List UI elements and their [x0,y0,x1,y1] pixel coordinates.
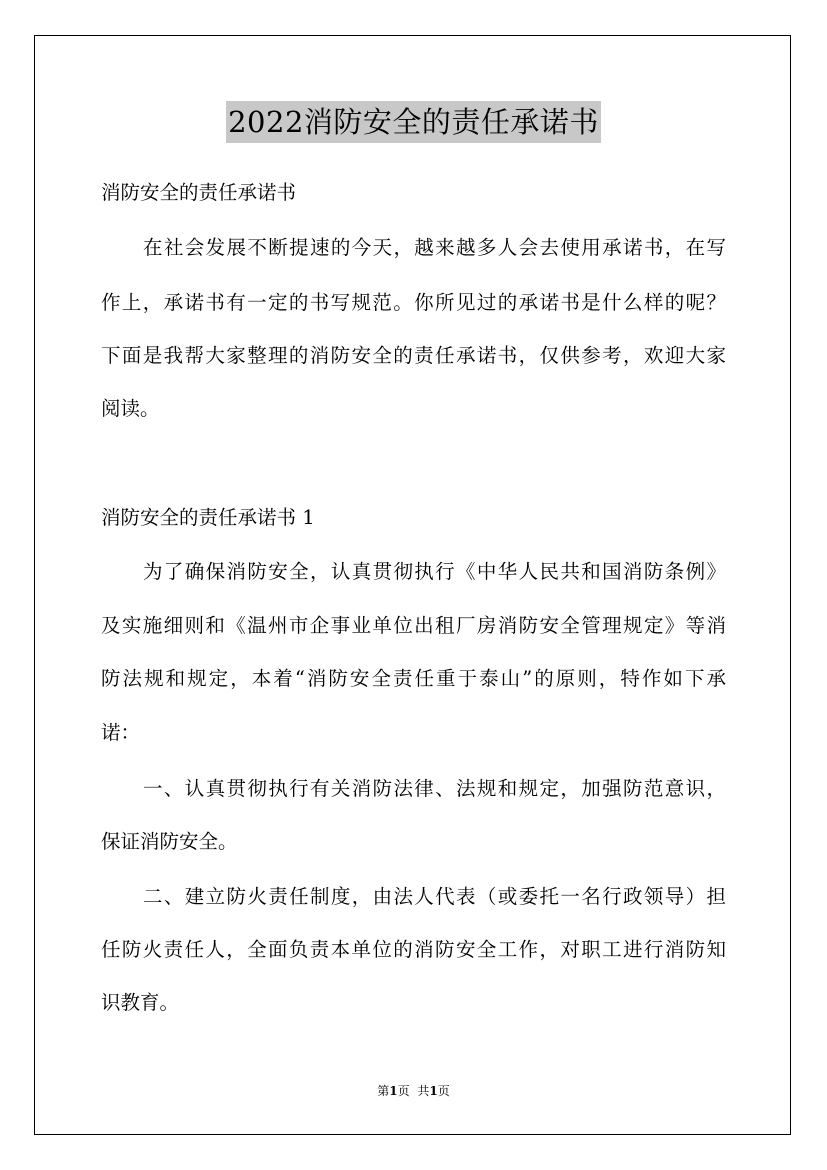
document-title: 2022消防安全的责任承诺书 [226,101,601,143]
body-line: 诺： [101,721,141,744]
item-two-line: 任防火责任人，全面负责本单位的消防安全工作，对职工进行消防知 [101,938,726,961]
item-two-line: 识教育。 [101,991,180,1014]
intro-line: 下面是我帮大家整理的消防安全的责任承诺书，仅供参考，欢迎大家 [101,344,726,367]
intro-line: 作上，承诺书有一定的书写规范。你所见过的承诺书是什么样的呢？ [101,291,726,314]
page-suffix: 页 [397,1084,410,1098]
document-subtitle: 消防安全的责任承诺书 [101,181,297,204]
body-line: 为了确保消防安全，认真贯彻执行《中华人民共和国消防条例》 [143,560,726,583]
item-one-line: 保证消防安全。 [101,830,238,853]
total-prefix: 共 [417,1084,430,1098]
intro-line: 阅读。 [101,397,160,420]
page-prefix: 第 [377,1084,390,1098]
page-number: 1 [389,1084,398,1098]
item-one-line: 一、认真贯彻执行有关消防法律、法规和规定，加强防范意识， [143,777,726,800]
intro-line: 在社会发展不断提速的今天，越来越多人会去使用承诺书，在写 [143,236,726,259]
body-line: 防法规和规定，本着“消防安全责任重于泰山”的原则，特作如下承 [101,667,726,690]
body-line: 及实施细则和《温州市企事业单位出租厂房消防安全管理规定》等消 [101,614,726,637]
section-heading: 消防安全的责任承诺书 1 [101,506,315,529]
total-pages: 1 [429,1084,438,1098]
item-two-line: 二、建立防火责任制度，由法人代表（或委托一名行政领导）担 [143,885,726,908]
page-footer [0,1083,827,1099]
total-suffix: 页 [437,1084,450,1098]
title-wrap [0,101,827,143]
